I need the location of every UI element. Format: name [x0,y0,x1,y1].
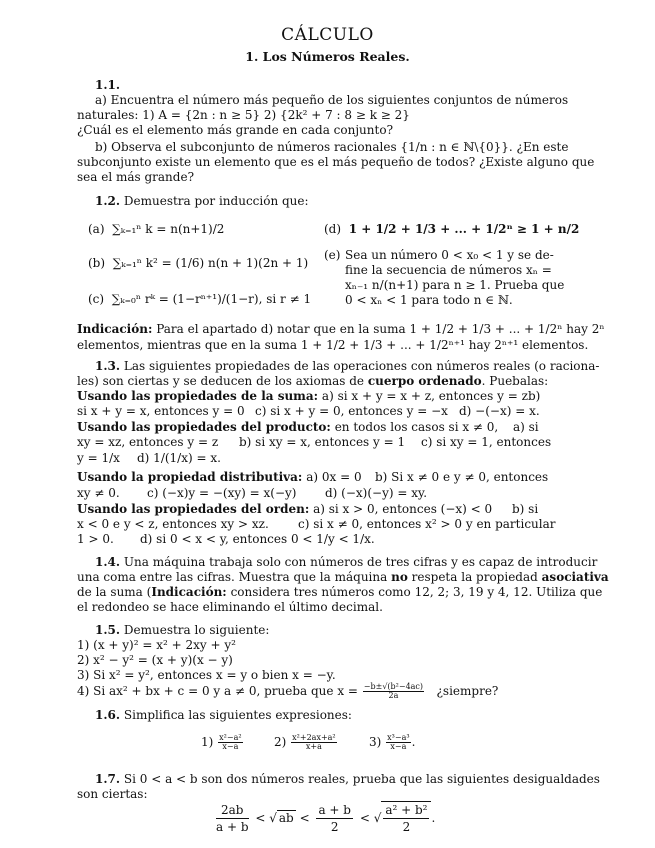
ex-1-3-dist-line1: Usando la propiedad distributiva: a) 0x = 0 [77,470,362,484]
ex-1-3-sum-b-label: b) [528,389,541,403]
quadratic-formula-fraction: $\frac{\text{−b±√(b²−4ac)}}{2a}$ [363,682,424,700]
ex-1-2-e-label: (e) [324,248,341,262]
ex-1-3-dist-b: b) Si x ≠ 0 e y ≠ 0, entonces [375,470,549,484]
section-1-5-heading: 1.5. Demuestra lo siguiente: [95,623,270,637]
ex-1-3-sum-c: c) si x + y = 0, entonces y = −x [255,404,448,418]
ex-1-3-dist-d: d) (−x)(−y) = xy. [325,486,428,500]
ex-1-3-ord-d: d) si 0 < x < y, entonces 0 < 1/y < 1/x. [140,532,375,546]
ex-1-2-hint-line2: elementos, mientras que en la suma 1 + 1/2 + 1/3 + ... + 1/2ⁿ⁺¹ hay 2ⁿ⁺¹ elementos. [77,338,589,352]
ex-1-1-b-line3: sea el más grande? [77,170,195,184]
ex-1-3-dist-b2: xy ≠ 0. [77,486,120,500]
ex-1-2-a: (a) ∑ₖ₌₁ⁿ k = n(n+1)/2 [88,222,225,236]
page-title: CÁLCULO [281,25,374,45]
ex-1-3-intro1: 1.3. Las siguientes propiedades de las operaciones con números reales (o raciona- [95,359,600,373]
ex-1-3-prod-a: xy = xz, entonces y = z [77,435,219,449]
ex-1-5-item-3: 3) Si x² = y², entonces x = y o bien x = −y. [77,668,336,682]
ex-1-3-ord-b: x < 0 e y < z, entonces xy > xz. [77,517,269,531]
ex-1-3-intro2: les) son ciertas y se deducen de los axiomas de cuerpo ordenado. Puebalas: [77,374,549,388]
ex-1-2-hint-line1: Indicación: Para el apartado d) notar que en la suma 1 + 1/2 + 1/3 + ... + 1/2ⁿ hay 2ⁿ [77,322,605,336]
section-1-2-heading: 1.2. Demuestra por inducción que: [95,194,309,208]
ex-1-3-ord-line1: Usando las propiedades del orden: a) si x > 0, entonces (−x) < 0 [77,502,493,516]
ex-1-3-prod-c2: y = 1/x [77,451,120,465]
ex-1-4-line4: el redondeo se hace eliminando el último decimal. [77,600,383,614]
ex-1-5-item-4: 4) Si ax² + bx + c = 0 y a ≠ 0, prueba que x = $\frac{\text{−b±√(b²−4ac)}}{2a}$ ¿siempre? [77,682,499,700]
ex-1-3-dist-c: c) (−x)y = −(xy) = x(−y) [147,486,297,500]
ex-1-3-ord-b-label: b) si [512,502,539,516]
ex-1-1-b-line2: subconjunto existe un elemento que es el más pequeño de todos? ¿Existe alguno que [77,155,595,169]
ex-1-3-sum-line1: Usando las propiedades de la suma: a) si x + y = x + z, entonces y = z [77,389,528,403]
ex-1-3-sum-d: d) −(−x) = x. [459,404,540,418]
ex-1-3-ord-c2: 1 > 0. [77,532,114,546]
ex-1-4-line3: de la suma (Indicación: considera tres números como 12, 2; 3, 19 y 4, 12. Utiliza que [77,585,603,599]
ex-1-3-prod-b: b) si xy = x, entonces y = 1 [239,435,406,449]
ex-1-6-expr-1: 1) $\frac{\text{x²−a²}}{x-a}$ [201,733,242,751]
ex-1-6-expr-2: 2) $\frac{\text{x²+2ax+a²}}{x+a}$ [274,733,336,751]
ex-1-3-sum-b: si x + y = x, entonces y = 0 [77,404,245,418]
ex-1-1-a-line3: ¿Cuál es el elemento más grande en cada conjunto? [77,123,393,137]
ex-1-1-a-line1: a) Encuentra el número más pequeño de los siguientes conjuntos de números [95,93,569,107]
ex-1-4-line1: 1.4. Una máquina trabaja solo con números de tres cifras y es capaz de introducir [95,555,598,569]
section-1-1-number: 1.1. [95,78,121,92]
ex-1-5-item-2: 2) x² − y² = (x + y)(x − y) [77,653,233,667]
ex-1-2-d: (d) 1 + 1/2 + 1/3 + ... + 1/2ⁿ ≥ 1 + n/2 [324,222,580,236]
ex-1-2-e-line4: 0 < xₙ < 1 para todo n ∈ ℕ. [345,293,513,307]
ex-1-7-line2: son ciertas: [77,787,148,801]
ex-1-3-ord-c: c) si x ≠ 0, entonces x² > 0 y en particular [298,517,556,531]
ex-1-3-prod-c: c) si xy = 1, entonces [421,435,552,449]
ex-1-4-line2: una coma entre las cifras. Muestra que la máquina no respeta la propiedad asociativa [77,570,609,584]
ex-1-3-prod-a-label: a) si [513,420,539,434]
ex-1-2-b: (b) ∑ₖ₌₁ⁿ k² = (1/6) n(n + 1)(2n + 1) [88,256,309,270]
ex-1-3-prod-d: d) 1/(1/x) = x. [137,451,221,465]
section-1-6-heading: 1.6. Simplifica las siguientes expresiones: [95,708,352,722]
ex-1-3-prod-line1: Usando las propiedades del producto: en todos los casos si x ≠ 0, [77,420,499,434]
ex-1-2-c: (c) ∑ₖ₌₀ⁿ rᵏ = (1−rⁿ⁺¹)/(1−r), si r ≠ 1 [88,292,312,306]
ex-1-1-a-line2: naturales: 1) A = {2n : n ≥ 5} 2) {2k² + 7 : 8 ≥ k ≥ 2} [77,108,410,122]
ex-1-2-e-line1: Sea un número 0 < x₀ < 1 y se de- [345,248,554,262]
ex-1-6-expr-3: 3) $\frac{\text{x³−a³}}{x-a}$ . [369,733,416,751]
ex-1-1-b-line1: b) Observa el subconjunto de números racionales {1/n : n ∈ ℕ\{0}}. ¿En este [95,140,569,154]
ex-1-5-item-1: 1) (x + y)² = x² + 2xy + y² [77,638,236,652]
ex-1-7-line1: 1.7. Si 0 < a < b son dos números reales, prueba que las siguientes desigualdades [95,772,600,786]
ex-1-2-e-line2: fine la secuencia de números xₙ = [345,263,552,277]
ex-1-7-inequality: $\frac{2ab}{a + b}$ < √ ab < $\frac{a + b}{2}$ < √ $\frac{\text{a² + b²}}{2}$ . [216,803,436,834]
ex-1-2-e-line3: xₙ₋₁ n/(n+1) para n ≥ 1. Prueba que [345,278,565,292]
page-subtitle: 1. Los Números Reales. [245,49,410,64]
